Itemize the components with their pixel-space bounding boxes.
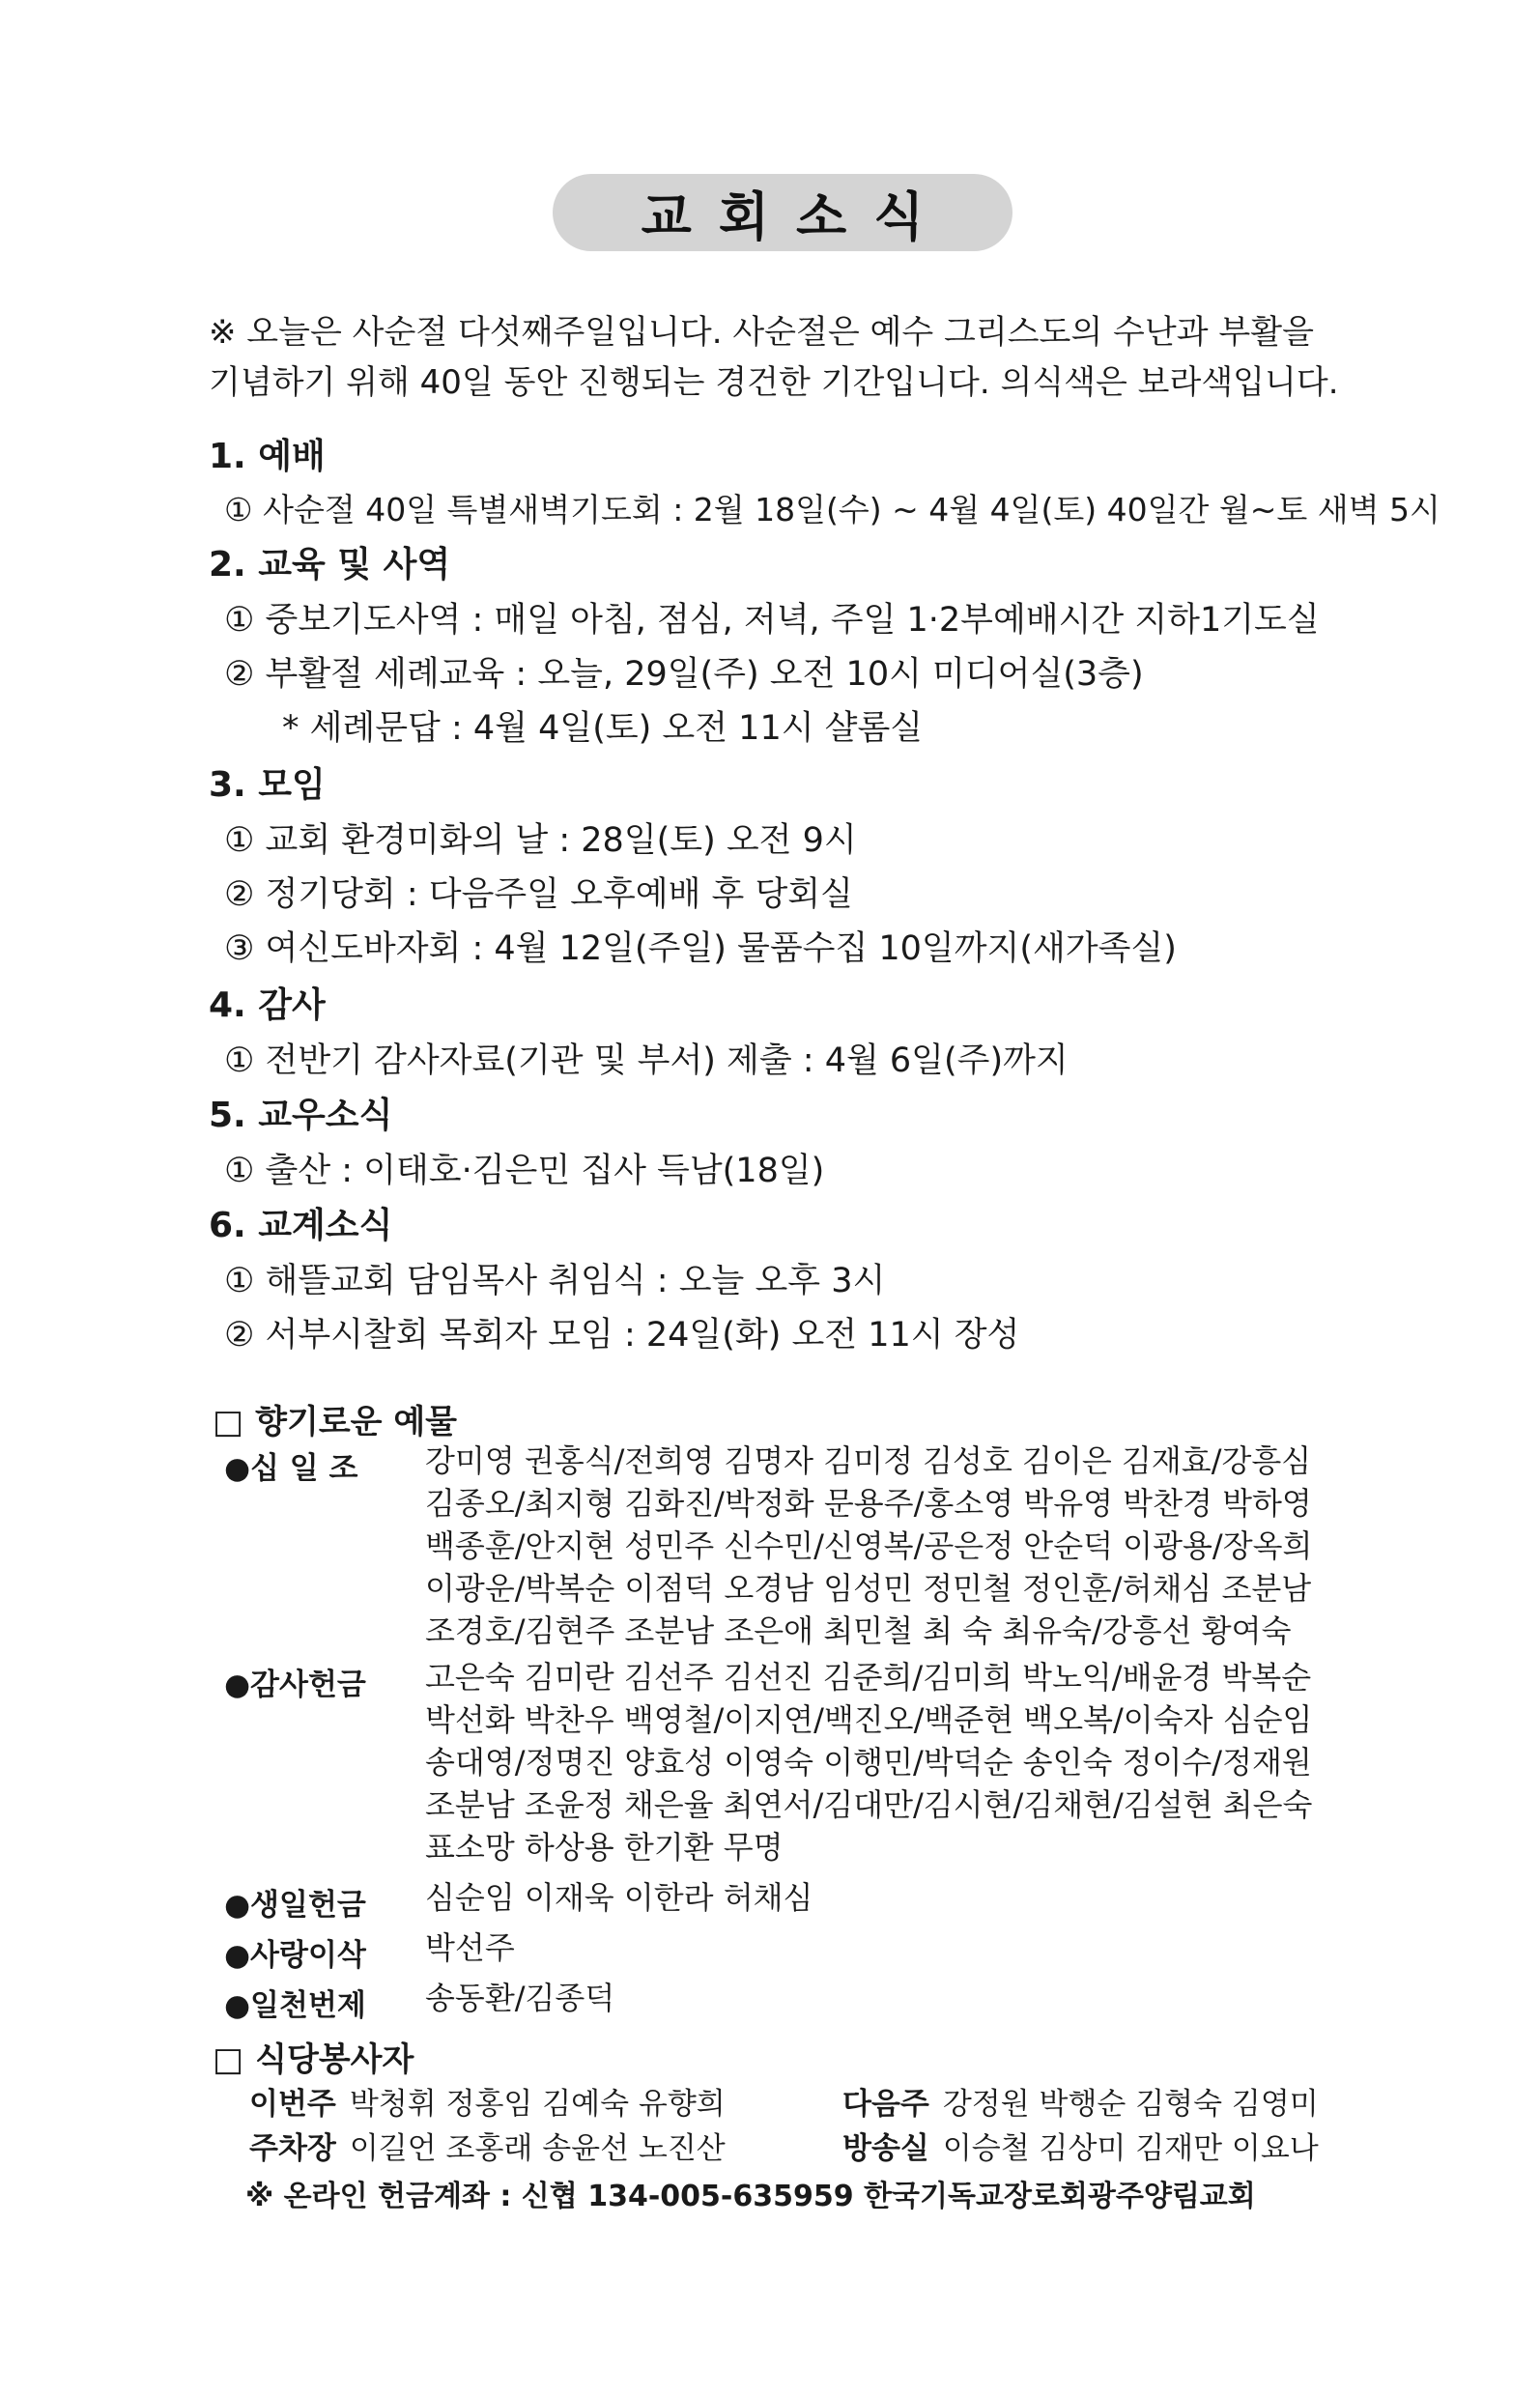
dining-row-label: 주차장 bbox=[249, 2131, 336, 2166]
dining-row-names: 강정원 박행순 김형숙 김영미 bbox=[942, 2087, 1319, 2122]
name-line: 백종훈/안지현 성민주 신수민/신영복/공은정 안순덕 이광용/장옥희 bbox=[425, 1527, 1313, 1564]
name-line: 송동환/김종덕 bbox=[425, 1980, 615, 2016]
section-item: ① 교회 환경미화의 날 : 28일(토) 오전 9시 bbox=[224, 821, 857, 860]
intro-line: 기념하기 위해 40일 동안 진행되는 경건한 기간입니다. 의식색은 보라색입니다. bbox=[209, 363, 1339, 402]
dining-heading-text: 식당봉사자 bbox=[255, 2040, 414, 2079]
dining-row-label: 다음주 bbox=[842, 2087, 929, 2122]
section-item: ② 서부시찰회 목회자 모임 : 24일(화) 오전 11시 장성 bbox=[224, 1316, 1020, 1355]
section-item: ② 정기당회 : 다음주일 오후예배 후 당회실 bbox=[224, 875, 853, 914]
section-heading-education: 2. 교육 및 사역 bbox=[209, 545, 451, 585]
offering-label-love: ●사랑이삭 bbox=[224, 1938, 366, 1973]
section-item: ① 전반기 감사자료(기관 및 부서) 제출 : 4월 6일(주)까지 bbox=[224, 1041, 1069, 1080]
dining-row-names: 박청휘 정홍임 김예숙 유향희 bbox=[349, 2087, 726, 2122]
name-line: 강미영 권홍식/전희영 김명자 김미정 김성호 김이은 김재효/강흥심 bbox=[425, 1442, 1312, 1479]
offerings-heading-text: 향기로운 예물 bbox=[255, 1403, 458, 1441]
offering-label-tithe: ●십 일 조 bbox=[224, 1451, 358, 1486]
section-heading-worship: 1. 예배 bbox=[209, 437, 326, 476]
online-offering-account: ※ 온라인 헌금계좌 : 신협 134-005-635959 한국기독교장로회광주양림교회 bbox=[245, 2180, 1256, 2213]
section-item: ① 해뜰교회 담임목사 취임식 : 오늘 오후 3시 bbox=[224, 1262, 886, 1300]
section-heading-meetings: 3. 모임 bbox=[209, 765, 326, 805]
dining-row bbox=[249, 2079, 726, 2123]
offering-names-love bbox=[425, 1926, 515, 1969]
name-line: 박선주 bbox=[425, 1929, 515, 1966]
offering-label-thousand: ●일천번제 bbox=[224, 1988, 366, 2023]
name-line: 박선화 박찬우 백영철/이지연/백진오/백준현 백오복/이숙자 심순임 bbox=[425, 1701, 1313, 1738]
intro-paragraph bbox=[209, 307, 1339, 408]
section-heading-member-news: 5. 교우소식 bbox=[209, 1096, 393, 1135]
offering-names-thousand bbox=[425, 1977, 614, 2019]
dining-row-names: 이길언 조홍래 송윤선 노진산 bbox=[349, 2131, 726, 2166]
dining-row-label: 이번주 bbox=[249, 2087, 336, 2122]
section-heading-thanks: 4. 감사 bbox=[209, 985, 326, 1025]
section-item: ③ 여신도바자회 : 4월 12일(주일) 물품수집 10일까지(새가족실) bbox=[224, 929, 1177, 968]
name-line: 김종오/최지형 김화진/박정화 문용주/홍소영 박유영 박찬경 박하영 bbox=[425, 1485, 1312, 1522]
title-banner bbox=[553, 174, 1012, 251]
offering-names-thanks bbox=[425, 1656, 1312, 1868]
dining-row-label: 방송실 bbox=[842, 2131, 929, 2166]
name-line: 이광운/박복순 이점덕 오경남 임성민 정민철 정인훈/허채심 조분남 bbox=[425, 1570, 1312, 1607]
name-line: 조경호/김현주 조분남 조은애 최민철 최 숙 최유숙/강흥선 황여숙 bbox=[425, 1612, 1292, 1649]
name-line: 송대영/정명진 양효성 이영숙 이행민/박덕순 송인숙 정이수/정재원 bbox=[425, 1744, 1312, 1781]
section-item: ① 중보기도사역 : 매일 아침, 점심, 저녁, 주일 1·2부예배시간 지하1기도실 bbox=[224, 601, 1320, 640]
offering-label-birthday: ●생일헌금 bbox=[224, 1888, 366, 1923]
checkbox-square-icon: □ bbox=[213, 1403, 244, 1441]
dining-row bbox=[249, 2124, 726, 2167]
offering-names-birthday bbox=[425, 1876, 813, 1919]
section-item: ① 출산 : 이태호·김은민 집사 득남(18일) bbox=[224, 1152, 825, 1190]
section-item: ① 사순절 40일 특별새벽기도회 : 2월 18일(수) ~ 4월 4일(토) 40일간 월~토 새벽 5시 bbox=[224, 491, 1440, 528]
dining-row bbox=[842, 2079, 1319, 2123]
name-line: 조분남 조윤정 채은율 최연서/김대만/김시현/김채현/김설현 최은숙 bbox=[425, 1786, 1313, 1823]
checkbox-square-icon: □ bbox=[213, 2040, 244, 2079]
intro-line: ※ 오늘은 사순절 다섯째주일입니다. 사순절은 예수 그리스도의 수난과 부활을 bbox=[209, 313, 1314, 352]
dining-row bbox=[842, 2124, 1319, 2167]
offering-label-thanks: ●감사헌금 bbox=[224, 1668, 366, 1702]
name-line: 표소망 하상용 한기환 무명 bbox=[425, 1829, 784, 1866]
section-note: * 세례문답 : 4월 4일(토) 오전 11시 샬롬실 bbox=[282, 709, 924, 748]
section-item: ② 부활절 세례교육 : 오늘, 29일(주) 오전 10시 미디어실(3층) bbox=[224, 655, 1144, 694]
section-heading-church-news: 6. 교계소식 bbox=[209, 1206, 393, 1245]
dining-heading bbox=[213, 2033, 414, 2080]
offerings-heading bbox=[213, 1395, 457, 1442]
name-line: 심순임 이재욱 이한라 허채심 bbox=[425, 1879, 813, 1916]
offering-names-tithe bbox=[425, 1440, 1312, 1652]
page-title: 교회소식 bbox=[641, 185, 952, 247]
name-line: 고은숙 김미란 김선주 김선진 김준희/김미희 박노익/배윤경 박복순 bbox=[425, 1659, 1312, 1696]
dining-row-names: 이승철 김상미 김재만 이요나 bbox=[942, 2131, 1319, 2166]
